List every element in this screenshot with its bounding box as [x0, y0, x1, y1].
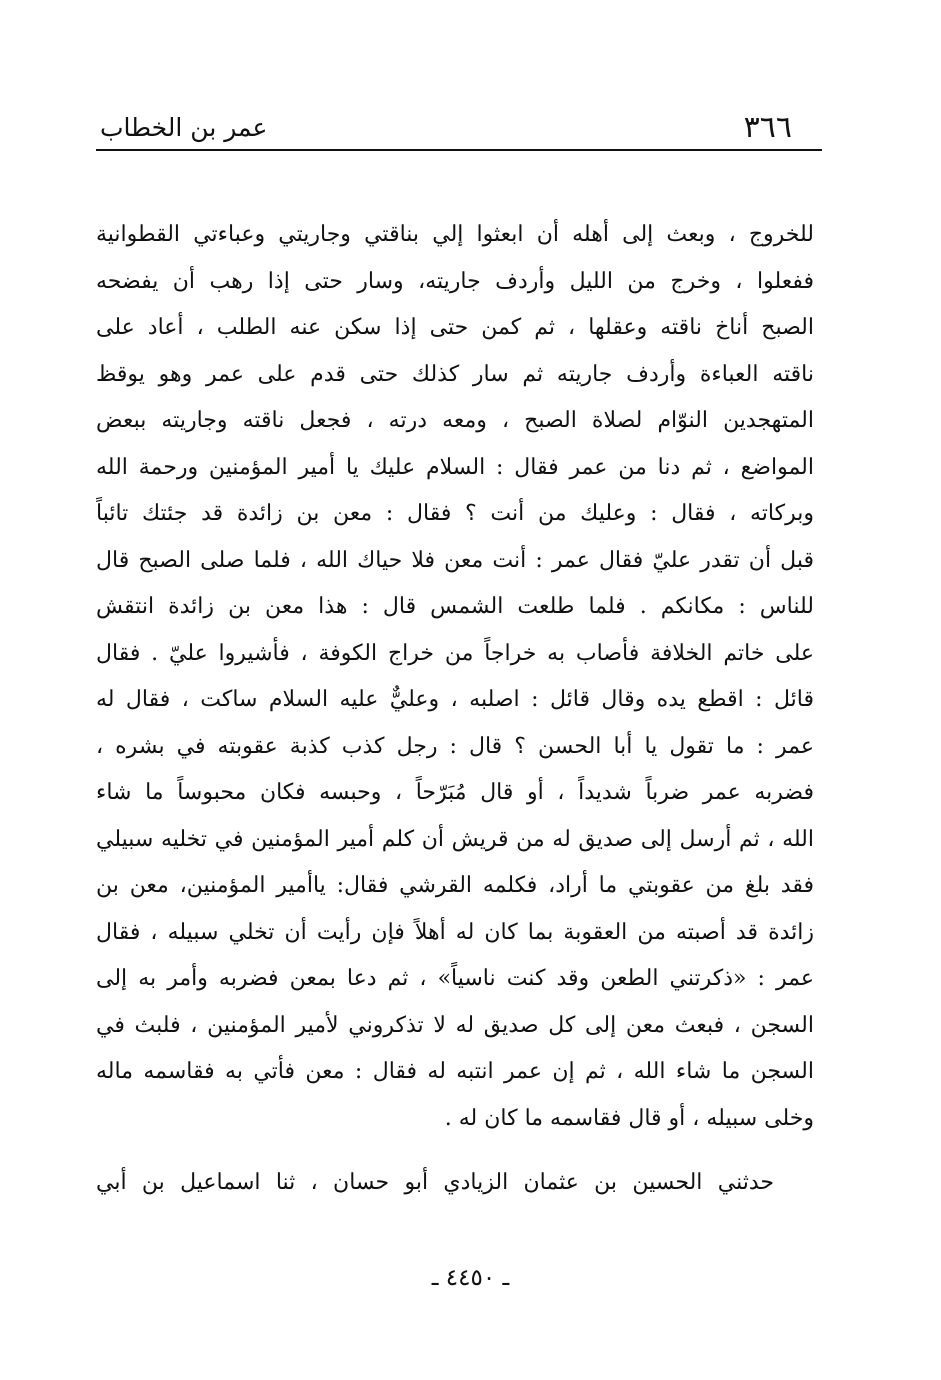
text-line: السجن ما شاء الله ، ثم إن عمر انتبه له فقال : معن فأتي به فقاسمه ماله [96, 1059, 814, 1084]
running-header [96, 92, 822, 148]
header-title: عمر بن الخطاب [100, 113, 268, 142]
text-line: عمر : «ذكرتني الطعن وقد كنت ناسياً» ، ثم دعا بمعن فضربه وأمر به إلى [96, 966, 814, 991]
text-line: زائدة قد أصبته من العقوبة بما كان له أهلاً فإن رأيت أن تخلي سبيله ، فقال [96, 919, 814, 945]
text-line: على خاتم الخلافة فأصاب به خراجاً من خراج الكوفة ، فأشيروا عليّ . فقال [96, 640, 814, 666]
text-line: حدثني الحسين بن عثمان الزيادي أبو حسان ، ثنا اسماعيل بن أبي [96, 1170, 774, 1195]
text-line: الله ، ثم أرسل إلى صديق له من قريش أن كلم أمير المؤمنين في تخليه سبيلي [96, 826, 814, 852]
text-line: وبركاته ، فقال : وعليك من أنت ؟ فقال : معن بن زائدة قد جئتك تائباً [96, 501, 814, 526]
text-line: ففعلوا ، وخرج من الليل وأردف جاريته، وسار حتى إذا رهب أن يفضحه [96, 268, 814, 294]
body-text [96, 212, 814, 1207]
text-line: السجن ، فبعث معن إلى كل صديق له لا تذكروني لأمير المؤمنين ، فلبث في [96, 1012, 814, 1038]
text-line: للناس : مكانكم . فلما طلعت الشمس قال : هذا معن بن زائدة انتقش [96, 594, 814, 619]
text-line: وخلى سبيله ، أو قال فقاسمه ما كان له . [444, 1105, 814, 1131]
text-line: المتهجدين النوّام لصلاة الصبح ، ومعه درته ، فجعل ناقته وجاريته ببعض [96, 408, 814, 433]
text-line: الصبح أناخ ناقته وعقلها ، ثم كمن حتى إذا سكن عنه الطلب ، أعاد على [96, 315, 814, 340]
footer-page-number: ـ ٤٤٥٠ ـ [431, 1265, 510, 1291]
header-page-number: ٣٦٦ [743, 110, 792, 145]
text-line: قائل : اقطع يده وقال قائل : اصلبه ، وعليٌّ عليه السلام ساكت ، فقال له [96, 687, 814, 712]
header-rule [96, 149, 822, 151]
text-line: المواضع ، ثم دنا من عمر فقال : السلام عليك يا أمير المؤمنين ورحمة الله [96, 454, 814, 480]
text-line: فضربه عمر ضرباً شديداً ، أو قال مُبَرّحاً ، وحبسه فكان محبوساً ما شاء [96, 780, 814, 805]
text-line: ناقته العباءة وأردف جاريته ثم سار كذلك حتى قدم على عمر وهو يوقظ [96, 361, 814, 387]
text-line: قبل أن تقدر عليّ فقال عمر : أنت معن فلا حياك الله ، فلما صلى الصبح قال [96, 547, 814, 573]
text-line: فقد بلغ من عقوبتي ما أراد، فكلمه القرشي فقال: ياأمير المؤمنين، معن بن [96, 873, 814, 898]
text-line: عمر : ما تقول يا أبا الحسن ؟ قال : رجل كذب كذبة عقوبته في بشره ، [96, 733, 814, 759]
text-line: للخروج ، وبعث إلى أهله أن ابعثوا إلي بناقتي وجاريتي وعباءتي القطوانية [96, 222, 814, 247]
